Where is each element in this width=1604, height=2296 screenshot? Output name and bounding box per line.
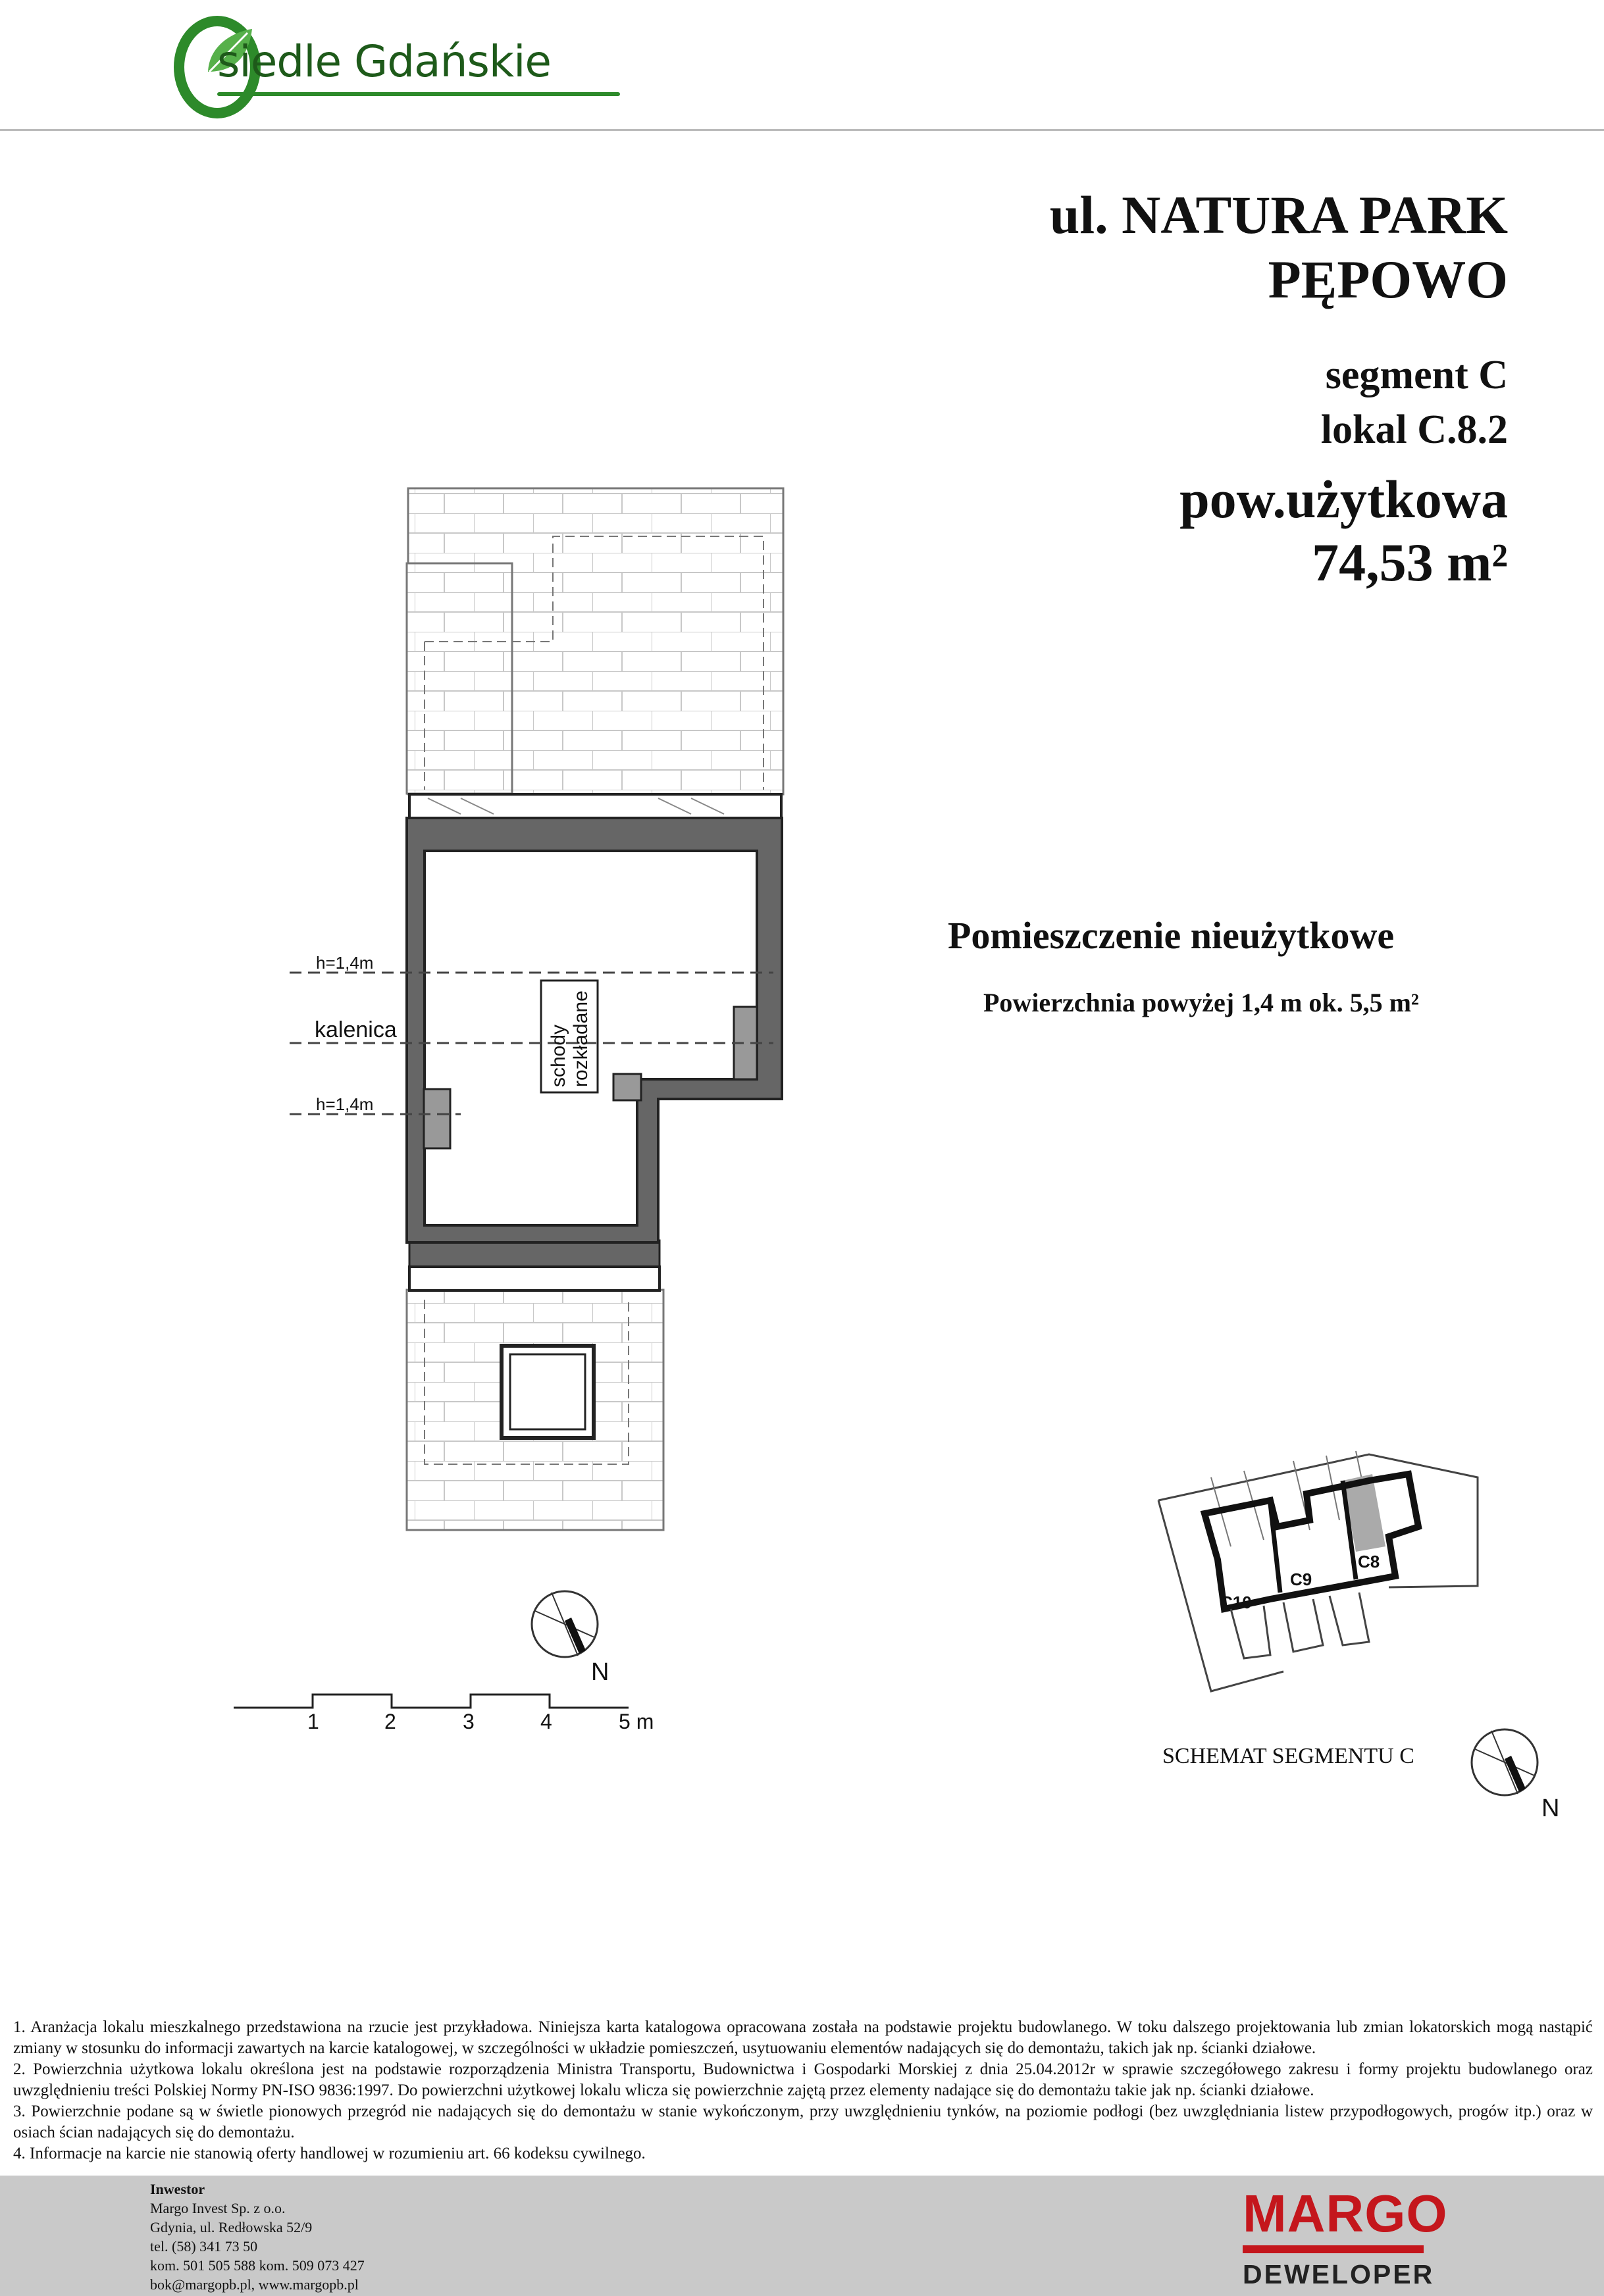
schema-unit-c9: C9 bbox=[1290, 1569, 1312, 1589]
chimney-left bbox=[424, 1089, 450, 1148]
footnotes bbox=[13, 2017, 1593, 2164]
scale-bar bbox=[234, 1691, 661, 1711]
north-label-schema: N bbox=[1541, 1795, 1560, 1822]
scale-label-4: 4 bbox=[540, 1710, 552, 1733]
stairs-label bbox=[548, 982, 592, 1087]
usable-area-value: 74,53 m² bbox=[1312, 532, 1508, 592]
roof-top-left-area bbox=[407, 563, 512, 794]
investor-web: bok@margopb.pl, www.margopb.pl bbox=[150, 2276, 359, 2293]
street-title: ul. NATURA PARK bbox=[1049, 185, 1508, 245]
note-3: 3. Powierzchnie podane są w świetle pionowych przegród nie nadających się do demontażu w stanie wykończonym, przy uwzględnieniu tynków, na poziomie podłogi (bez uwzględniania listew przypodłogowych, progów itp.) oraz w osiach ścian nadających się do demontażu. bbox=[13, 2103, 1593, 2141]
investor-phone: tel. (58) 341 73 50 bbox=[150, 2238, 258, 2255]
investor-address: Gdynia, ul. Redłowska 52/9 bbox=[150, 2219, 313, 2235]
ridge-label: kalenica bbox=[315, 1017, 397, 1042]
note-1: 1. Aranżacja lokalu mieszkalnego przedstawiona na rzucie jest przykładowa. Niniejsza karta katalogowa opracowana została na podstawie projektu budowlanego. W toku dalszego projektowania lub zmian lokatorskich mogą nastąpić zmiany w stosunku do informacji zawartych na karcie katalogowej, w szczególności w układzie pomieszczeń, usytuowaniu elementów nadających się do demontażu, takich jak np. ścianki działowe. bbox=[13, 2018, 1593, 2057]
compass-icon bbox=[525, 1585, 604, 1664]
roof-window bbox=[502, 1346, 594, 1438]
brand-logo: MARGO bbox=[1243, 2184, 1448, 2243]
stairs-label-line2: rozkładane bbox=[570, 990, 592, 1087]
note-4: 4. Informacje na karcie nie stanowią oferty handlowej w rozumieniu art. 66 kodeksu cywilnego. bbox=[13, 2145, 646, 2162]
investor-name: Margo Invest Sp. z o.o. bbox=[150, 2200, 286, 2216]
note-2: 2. Powierzchnia użytkowa lokalu określona jest na podstawie rozporządzenia Ministra Transportu, Budownictwa i Gospodarki Morskiej z dnia 25.04.2012r w sprawie szczegółowego zakresu i formy projektu budowlanego oraz uwzględnieniu treści Polskiej Normy PN-ISO 9836:1997. Do powierzchni użytkowej lokalu wlicza się powierzchnie zajętą przez elementy nadające się do demontażu takie jak np. ścianki działowe. bbox=[13, 2060, 1593, 2099]
scale-label-5: 5 m bbox=[619, 1710, 654, 1733]
compass-icon-schema bbox=[1465, 1723, 1544, 1802]
schema-unit-c10: C10 bbox=[1220, 1593, 1252, 1612]
height-label-top: h=1,4m bbox=[316, 953, 374, 973]
logo-underline bbox=[217, 92, 620, 96]
height-label-bottom: h=1,4m bbox=[316, 1094, 374, 1114]
unit-label: lokal C.8.2 bbox=[1320, 407, 1508, 452]
brand-subtitle: DEWELOPER bbox=[1243, 2259, 1435, 2289]
stairs-label-line1: schody bbox=[548, 1024, 569, 1087]
investor-heading: Inwestor bbox=[150, 2181, 205, 2197]
north-label: N bbox=[591, 1658, 609, 1686]
segment-label: segment C bbox=[1325, 353, 1508, 397]
usable-area-label: pow.użytkowa bbox=[1179, 469, 1508, 529]
scale-label-2: 2 bbox=[384, 1710, 396, 1733]
investor-block bbox=[150, 2180, 365, 2294]
town-title: PĘPOWO bbox=[1268, 249, 1508, 309]
segment-schema bbox=[1152, 1250, 1494, 1711]
schema-title: SCHEMAT SEGMENTU C bbox=[1162, 1744, 1414, 1768]
logo-text: siedle Gdańskie bbox=[217, 36, 552, 87]
investor-mobile: kom. 501 505 588 kom. 509 073 427 bbox=[150, 2257, 365, 2274]
stair-hatch-post bbox=[613, 1074, 641, 1100]
scale-label-3: 3 bbox=[463, 1710, 475, 1733]
room-title: Pomieszczenie nieużytkowe bbox=[948, 914, 1395, 957]
schema-unit-c8: C8 bbox=[1358, 1552, 1380, 1571]
brand-underline bbox=[1243, 2245, 1424, 2253]
scale-label-1: 1 bbox=[307, 1710, 319, 1733]
room-subtitle: Powierzchnia powyżej 1,4 m ok. 5,5 m² bbox=[983, 988, 1419, 1017]
